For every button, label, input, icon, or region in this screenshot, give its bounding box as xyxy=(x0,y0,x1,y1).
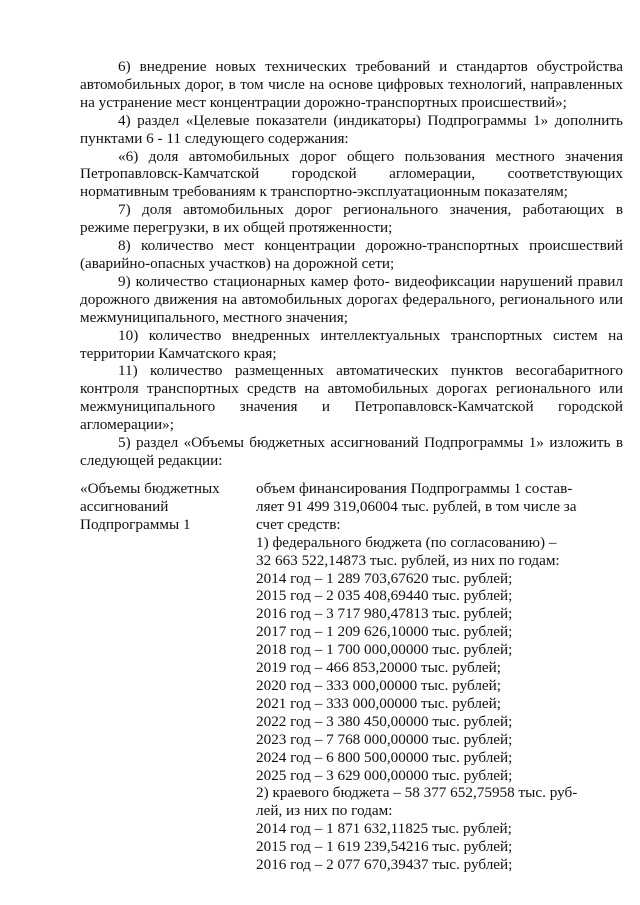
value-line: 2016 год – 3 717 980,47813 тыс. рублей; xyxy=(256,605,513,623)
paragraph-item-9: 9) количество стационарных камер фото- видеофиксации нарушений правил дорожного движения на автомобильных дорогах федерального, регионального или межмуниципального, местного значения; xyxy=(80,272,623,326)
document-body xyxy=(80,58,623,470)
label-line: «Объемы бюджетных xyxy=(80,480,220,497)
value-line: 2016 год – 2 077 670,39437 тыс. рублей; xyxy=(256,856,513,874)
value-line: 2) краевого бюджета – 58 377 652,75958 тыс. руб- xyxy=(256,784,578,802)
paragraph-section-5: 5) раздел «Объемы бюджетных ассигнований Подпрограммы 1» изложить в следующей редакции: xyxy=(80,434,623,469)
value-line: 2022 год – 3 380 450,00000 тыс. рублей; xyxy=(256,712,513,730)
value-line: 2019 год – 466 853,20000 тыс. рублей; xyxy=(256,659,501,677)
value-line: 32 663 522,14873 тыс. рублей, из них по годам: xyxy=(256,551,560,569)
paragraph-item-8: 8) количество мест концентрации дорожно-транспортных происшествий (аварийно-опасных участков) на дорожной сети; xyxy=(80,237,623,272)
value-line: объем финансирования Подпрограммы 1 состав- xyxy=(256,480,573,497)
value-line: 2015 год – 1 619 239,54216 тыс. рублей; xyxy=(256,838,513,856)
value-line: 2015 год – 2 035 408,69440 тыс. рублей; xyxy=(256,587,513,605)
value-line: 2014 год – 1 871 632,11825 тыс. рублей; xyxy=(256,820,512,838)
label-line: Подпрограммы 1 xyxy=(80,515,191,533)
budget-table-label-cell xyxy=(80,480,240,534)
paragraph-item-11: 11) количество размещенных автоматических пунктов весогабаритного контроля транспортных средств на автомобильных дорогах регионального или межмуниципального значения и Петропавловск-Камчатской городской агломерации»; xyxy=(80,362,623,434)
paragraph-item-6-standards: 6) внедрение новых технических требований и стандартов обустройства автомобильных дорог, в том числе на основе цифровых технологий, направленных на устранение мест концентрации дорожно-транспортных происшествий»; xyxy=(80,58,623,111)
value-line: лей, из них по годам: xyxy=(256,802,393,820)
paragraph-item-10: 10) количество внедренных интеллектуальных транспортных систем на территории Камчатского края; xyxy=(80,326,623,362)
budget-table-value-cell xyxy=(256,480,596,874)
value-line: 2017 год – 1 209 626,10000 тыс. рублей; xyxy=(256,623,513,641)
value-line: 2023 год – 7 768 000,00000 тыс. рублей; xyxy=(256,730,513,748)
value-line: 2025 год – 3 629 000,00000 тыс. рублей; xyxy=(256,766,513,784)
label-line: ассигнований xyxy=(80,497,169,515)
paragraph-section-4: 4) раздел «Целевые показатели (индикаторы) Подпрограммы 1» дополнить пунктами 6 - 11 следующего содержания: xyxy=(80,111,623,147)
value-line: счет средств: xyxy=(256,515,341,533)
value-line: 2021 год – 333 000,00000 тыс. рублей; xyxy=(256,694,501,712)
value-line: 2018 год – 1 700 000,00000 тыс. рублей; xyxy=(256,641,513,659)
value-line: 1) федерального бюджета (по согласованию) – xyxy=(256,533,557,551)
value-line: 2014 год – 1 289 703,67620 тыс. рублей; xyxy=(256,569,513,587)
value-line: ляет 91 499 319,06004 тыс. рублей, в том числе за xyxy=(256,497,577,515)
value-line: 2020 год – 333 000,00000 тыс. рублей; xyxy=(256,676,501,694)
paragraph-item-7: 7) доля автомобильных дорог регионального значения, работающих в режиме перегрузки, в их общей протяженности; xyxy=(80,201,623,237)
value-line: 2024 год – 6 800 500,00000 тыс. рублей; xyxy=(256,748,513,766)
paragraph-item-6-share-roads: «6) доля автомобильных дорог общего пользования местного значения Петропавловск-Камчатской городской агломерации, соответствующих нормативным требованиям к транспортно-эксплуатационным показателям; xyxy=(80,147,623,201)
